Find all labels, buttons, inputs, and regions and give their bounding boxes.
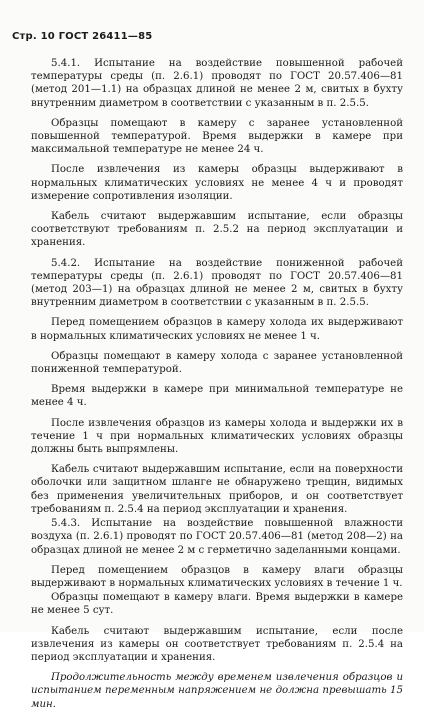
paragraph: Кабель считают выдержавшим испытание, если после извлечения из камеры он соответствует требованиям п. 2.5.4 на период эксплуатации и хранения.	[31, 625, 403, 663]
paragraph: Время выдержки в камере при минимальной температуре не менее 4 ч.	[31, 384, 403, 409]
paragraph-5-4-1: 5.4.1. Испытание на воздействие повышенной рабочей температуры среды (п. 2.6.1) проводят по ГОСТ 20.57.406—81 (метод 201—1.1) на образцах длиной не менее 2 м, свитых в бухту внутренним диаметром в соответствии с указанным в п. 2.5.5.	[31, 58, 403, 109]
paragraph: Образцы помещают в камеру холода с заранее установленной пониженной температурой.	[31, 350, 403, 376]
document-body	[31, 57, 403, 718]
page-header: Стр. 10 ГОСТ 26411—85	[12, 31, 153, 42]
paragraph: Образцы помещают в камеру влаги. Время выдержки в камере не менее 5 сут.	[31, 592, 403, 617]
paragraph: Образцы помещают в камеру с заранее установленной повышенной температурой. Время выдержки в камере при максимальной температуре не менее 24 ч.	[31, 117, 403, 156]
paragraph: Перед помещением образцов в камеру влаги образцы выдерживают в нормальных климатических условиях в течение 1 ч.	[31, 564, 403, 589]
paragraph-duration-note: Продолжительность между временем извлечения образцов и испытанием переменным напряжением не должна превышать 15 мин.	[31, 672, 403, 710]
paragraph-5-4-2: 5.4.2. Испытание на воздействие пониженной рабочей температуры среды (п. 2.6.1) проводят по ГОСТ 20.57.406—81 (метод 203—1) на образцах длиной не менее 2 м, свитых в бухту внутренним диаметром в соответствии с указанным в п. 2.5.5.	[31, 257, 403, 309]
paragraph: После извлечения из камеры образцы выдерживают в нормальных климатических условиях не менее 4 ч и проводят измерение сопротивления изоляции.	[31, 164, 403, 202]
paragraph: После извлечения образцов из камеры холода и выдержки их в течение 1 ч при нормальных климатических условиях образцы должны быть выпрямлены.	[31, 417, 403, 456]
paragraph-5-4-3: 5.4.3. Испытание на воздействие повышенной влажности воздуха (п. 2.6.1) проводят по ГОСТ 20.57.406—81 (метод 208—2) на образцах длиной не менее 2 м с герметично заделанными концами.	[31, 518, 403, 556]
paragraph: Кабель считают выдержавшим испытание, если на поверхности оболочки или защитном шланге не обнаружено трещин, видимых без применения увеличительных приборов, и он соответствует требованиям п. 2.5.4 на период эксплуатации и хранения.	[31, 464, 403, 515]
paragraph: Перед помещением образцов в камеру холода их выдерживают в нормальных климатических условиях не менее 1 ч.	[31, 317, 403, 342]
paragraph: Кабель считают выдержавшим испытание, если образцы соответствуют требованиям п. 2.5.2 на период эксплуатации и хранения.	[31, 211, 403, 249]
